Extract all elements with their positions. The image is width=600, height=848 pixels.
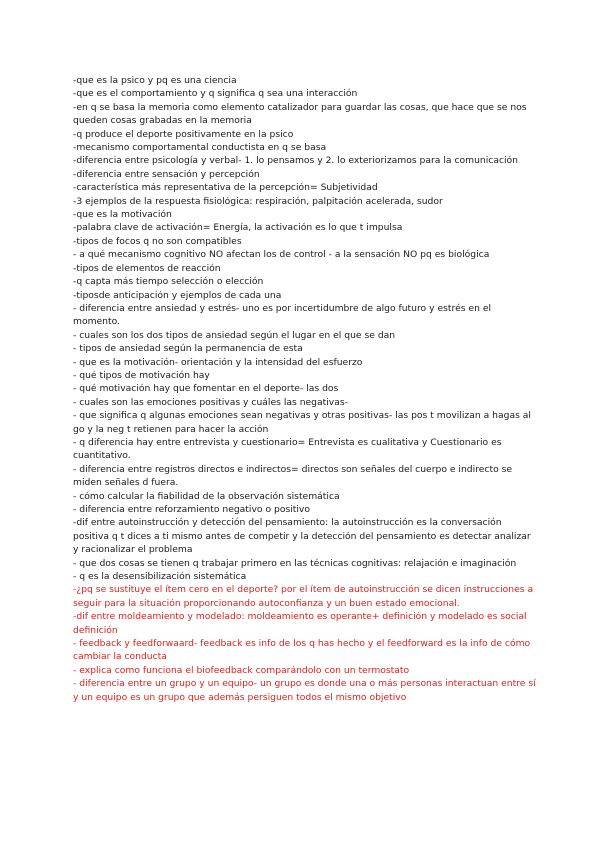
highlighted-question-line: -dif entre moldeamiento y modelado: moldeamiento es operante+ definición y modelado es social definición — [73, 611, 527, 636]
question-line: - qué tipos de motivación hay — [73, 369, 210, 381]
question-line: -palabra clave de activación= Energía, la activación es lo que t impulsa — [73, 222, 403, 234]
question-line: -tiposde anticipación y ejemplos de cada una — [73, 289, 282, 301]
question-line: - q es la desensibilización sistemática — [73, 571, 247, 583]
question-line: -mecanismo comportamental conductista en q se basa — [73, 142, 327, 154]
highlighted-question-line: - explica como funciona el biofeedback comparándolo con un termostato — [73, 664, 410, 676]
question-line: -tipos de elementos de reacción — [73, 262, 221, 274]
highlighted-question-line: -¿pq se sustituye el ítem cero en el deporte? por el ítem de autoinstrucción se dicen instrucciones a seguir para la situación proporcionando autoconfianza y un buen estado emocional. — [73, 584, 534, 609]
question-line: - diferencia entre registros directos e indirectos= directos son señales del cuerpo e indirecto se miden señales d fuera. — [73, 463, 513, 489]
question-line: -característica más representativa de la percepción= Subjetividad — [73, 182, 378, 194]
question-list — [73, 74, 538, 704]
question-line: - que significa q algunas emociones sean negativas y otras positivas- las pos t movilizan a hagas al go y la neg t retienen para hacer la acción — [73, 410, 531, 435]
question-line: - tipos de ansiedad según la permanencia de esta — [73, 343, 303, 355]
question-line: -que es el comportamiento y q significa q sea una interacción — [73, 88, 358, 100]
question-line: - cómo calcular la fiabilidad de la observación sistemática — [73, 490, 340, 502]
question-line: -que es la psico y pq es una ciencia — [73, 75, 237, 86]
question-line: - qué motivación hay que fomentar en el deporte- las dos — [73, 383, 339, 395]
question-line: -que es la motivación — [73, 209, 172, 221]
question-line: -q capta más tiempo selección o elección — [73, 276, 264, 288]
highlighted-question-line: - feedback y feedforwaard- feedback es info de los q has hecho y el feedforward es la info de cómo cambiar la conducta — [73, 638, 531, 663]
question-line: - cuales son los dos tipos de ansiedad según el lugar en el que se dan — [73, 329, 396, 341]
question-line: - a qué mecanismo cognitivo NO afectan los de control - a la sensación NO pq es biológica — [73, 249, 490, 261]
question-line: - diferencia entre ansiedad y estrés- uno es por incertidumbre de algo futuro y estrés en el momento. — [73, 302, 492, 328]
question-line: -3 ejemplos de la respuesta fisiológica: respiración, palpitación acelerada, sudor — [73, 195, 443, 207]
question-line: - diferencia entre reforzamiento negativo o positivo — [73, 504, 310, 515]
question-line: - q diferencia hay entre entrevista y cuestionario= Entrevista es cualitativa y Cuestionario es cuantitativo. — [73, 436, 502, 462]
question-line: - que es la motivación- orientación y la intensidad del esfuerzo — [73, 356, 363, 368]
question-line: -tipos de focos q no son compatibles — [73, 235, 242, 247]
question-line: - cuales son las emociones positivas y cuáles las negativas- — [73, 396, 348, 408]
question-line: -dif entre autoinstrucción y detección del pensamiento: la autoinstrucción es la conversación positiva q t dices a ti mismo antes de competir y la detección del pensamiento es detectar analizar y racionalizar el problema — [73, 517, 531, 556]
highlighted-question-line: - diferencia entre un grupo y un equipo- un grupo es donde una o más personas interactuan entre sí y un equipo es un grupo que además persiguen todos el mismo objetivo — [73, 678, 536, 703]
question-line: -q produce el deporte positivamente en la psico — [73, 128, 294, 140]
question-line: -diferencia entre sensación y percepción — [73, 168, 260, 180]
question-line: -diferencia entre psicología y verbal- 1. lo pensamos y 2. lo exteriorizamos para la comunicación — [73, 155, 519, 167]
question-line: - que dos cosas se tienen q trabajar primero en las técnicas cognitivas: relajación e imaginación — [73, 557, 517, 569]
question-line: -en q se basa la memoria como elemento catalizador para guardar las cosas, que hace que se nos queden cosas grabadas en la memoria — [73, 101, 527, 127]
